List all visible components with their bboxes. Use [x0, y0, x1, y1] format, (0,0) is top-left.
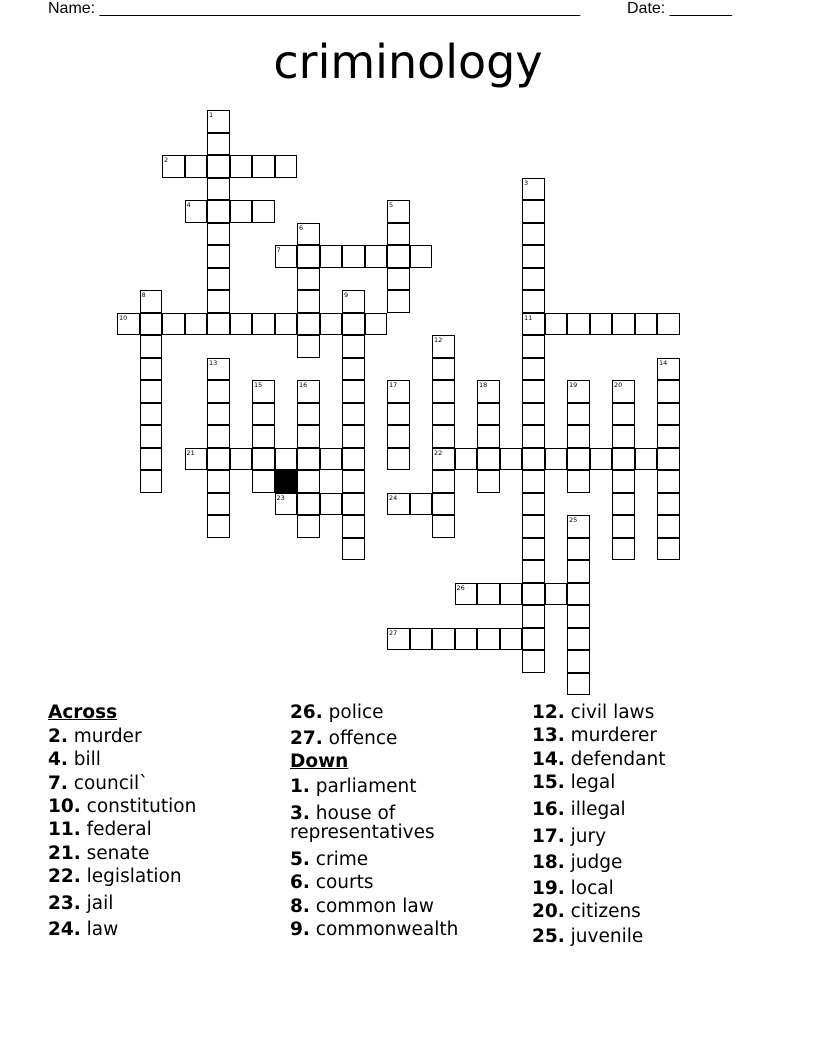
grid-cell[interactable] [612, 515, 635, 538]
clue-across-11 [48, 819, 152, 841]
clue-number: 6. [290, 872, 310, 893]
grid-cell[interactable] [252, 403, 275, 426]
grid-cell[interactable] [432, 335, 455, 358]
grid-cell[interactable] [140, 290, 163, 313]
clue-number-label: 11 [524, 313, 533, 322]
clue-down-18 [532, 852, 622, 874]
clue-number: 20. [532, 901, 565, 922]
grid-cell[interactable] [657, 448, 680, 471]
clue-number: 23. [48, 893, 81, 914]
grid-cell[interactable] [522, 245, 545, 268]
grid-cell[interactable] [387, 425, 410, 448]
clue-across-4 [48, 749, 101, 771]
grid-cell[interactable] [477, 403, 500, 426]
grid-cell[interactable] [522, 583, 545, 606]
clue-across-27 [290, 728, 397, 750]
grid-cell[interactable] [140, 403, 163, 426]
grid-cell[interactable] [477, 448, 500, 471]
grid-cell[interactable] [432, 628, 455, 651]
clue-down-20 [532, 901, 641, 923]
grid-cell[interactable] [522, 650, 545, 673]
grid-cell[interactable] [522, 403, 545, 426]
clue-text: offence [322, 728, 398, 749]
clue-down-1 [290, 776, 416, 798]
clue-down-25 [532, 926, 643, 948]
clue-down-15 [532, 772, 615, 794]
clue-number-label: 2 [164, 156, 169, 164]
grid-cell[interactable] [522, 538, 545, 561]
grid-cell[interactable] [567, 425, 590, 448]
clue-number-label: 19 [569, 381, 578, 389]
clue-text: crime [309, 849, 369, 870]
clue-number-label: 17 [389, 381, 398, 389]
grid-cell[interactable] [522, 290, 545, 313]
grid-cell[interactable] [657, 313, 680, 336]
clue-down-16 [532, 799, 626, 821]
grid-cell[interactable] [162, 155, 185, 178]
clue-text: commonwealth [309, 919, 459, 940]
clue-text: senate [80, 843, 150, 864]
grid-cell[interactable] [635, 448, 658, 471]
clue-across-23 [48, 893, 113, 915]
clue-down-14 [532, 749, 665, 771]
clue-number-label: 14 [659, 358, 668, 367]
grid-cell[interactable] [207, 470, 230, 493]
clue-number: 18. [532, 852, 565, 873]
grid-cell[interactable] [432, 425, 455, 448]
clue-number-label: 27 [389, 628, 398, 637]
grid-cell[interactable] [612, 448, 635, 471]
grid-cell[interactable] [207, 425, 230, 448]
grid-cell[interactable] [387, 628, 410, 651]
grid-cell[interactable] [432, 470, 455, 493]
grid-cell[interactable] [522, 223, 545, 246]
grid-cell[interactable] [612, 425, 635, 448]
grid-cell[interactable] [252, 448, 275, 471]
clue-text: parliament [309, 776, 417, 797]
grid-cell[interactable] [567, 560, 590, 583]
grid-cell[interactable] [522, 628, 545, 651]
grid-cell[interactable] [275, 493, 298, 516]
grid-cell[interactable] [275, 245, 298, 268]
grid-cell[interactable] [162, 313, 185, 336]
grid-cell[interactable] [432, 380, 455, 403]
grid-cell[interactable] [185, 313, 208, 336]
grid-cell[interactable] [432, 493, 455, 516]
grid-cell[interactable] [387, 223, 410, 246]
grid-cell[interactable] [522, 358, 545, 381]
clue-across-10 [48, 796, 196, 818]
clue-number: 17. [532, 826, 565, 847]
grid-cell[interactable] [477, 380, 500, 403]
grid-cell[interactable] [635, 313, 658, 336]
clue-number: 25. [532, 926, 565, 947]
grid-cell[interactable] [432, 403, 455, 426]
grid-cell[interactable] [140, 313, 163, 336]
clue-text: legislation [80, 866, 182, 887]
clue-text: bill [67, 749, 101, 770]
grid-cell[interactable] [342, 380, 365, 403]
grid-cell[interactable] [410, 628, 433, 651]
grid-block [275, 470, 298, 493]
clue-number: 1. [290, 776, 310, 797]
grid-cell[interactable] [567, 673, 590, 696]
grid-cell[interactable] [320, 245, 343, 268]
grid-cell[interactable] [657, 515, 680, 538]
grid-cell[interactable] [252, 470, 275, 493]
grid-cell[interactable] [207, 133, 230, 156]
grid-cell[interactable] [230, 448, 253, 471]
clue-text: constitution [80, 796, 197, 817]
grid-cell[interactable] [207, 515, 230, 538]
grid-cell[interactable] [612, 493, 635, 516]
clue-number-label: 10 [119, 313, 128, 322]
grid-cell[interactable] [567, 605, 590, 628]
clue-across-21 [48, 843, 149, 865]
grid-cell[interactable] [432, 515, 455, 538]
clue-number-label: 8 [141, 291, 146, 299]
grid-cell[interactable] [522, 448, 545, 471]
across-heading: Across [48, 702, 118, 723]
grid-cell[interactable] [185, 448, 208, 471]
clue-text: jail [80, 893, 114, 914]
grid-cell[interactable] [342, 538, 365, 561]
clue-number-label: 9 [344, 291, 349, 299]
grid-cell[interactable] [522, 425, 545, 448]
grid-cell[interactable] [545, 313, 568, 336]
clue-text: local [564, 878, 614, 899]
grid-cell[interactable] [342, 403, 365, 426]
grid-cell[interactable] [230, 200, 253, 223]
clue-number: 5. [290, 849, 310, 870]
date-field[interactable]: Date: _______ [627, 0, 732, 17]
grid-cell[interactable] [297, 425, 320, 448]
grid-cell[interactable] [342, 245, 365, 268]
clue-text: jury [564, 826, 607, 847]
clue-text: federal [80, 819, 152, 840]
grid-cell[interactable] [320, 493, 343, 516]
clue-text: law [80, 919, 119, 940]
grid-cell[interactable] [230, 155, 253, 178]
grid-cell[interactable] [500, 583, 523, 606]
grid-cell[interactable] [207, 200, 230, 223]
grid-cell[interactable] [387, 245, 410, 268]
grid-cell[interactable] [252, 380, 275, 403]
grid-cell[interactable] [342, 448, 365, 471]
grid-cell[interactable] [207, 223, 230, 246]
clue-number: 9. [290, 919, 310, 940]
clue-number-label: 5 [389, 201, 394, 209]
clue-number-label: 23 [276, 493, 285, 502]
grid-cell[interactable] [657, 425, 680, 448]
grid-cell[interactable] [342, 493, 365, 516]
clue-down-5 [290, 849, 368, 871]
grid-cell[interactable] [207, 358, 230, 381]
clue-text: citizens [564, 901, 641, 922]
grid-cell[interactable] [387, 493, 410, 516]
grid-cell[interactable] [522, 515, 545, 538]
clue-number: 3. [290, 803, 310, 824]
grid-cell[interactable] [252, 200, 275, 223]
clue-number: 16. [532, 799, 565, 820]
clue-text: defendant [564, 749, 666, 770]
grid-cell[interactable] [387, 448, 410, 471]
grid-cell[interactable] [387, 268, 410, 291]
grid-cell[interactable] [342, 290, 365, 313]
clue-number-label: 20 [614, 381, 623, 389]
grid-cell[interactable] [297, 493, 320, 516]
grid-cell[interactable] [612, 380, 635, 403]
grid-cell[interactable] [297, 403, 320, 426]
grid-cell[interactable] [657, 380, 680, 403]
grid-cell[interactable] [297, 515, 320, 538]
clue-across-26 [290, 702, 384, 724]
clue-down-17 [532, 826, 606, 848]
grid-cell[interactable] [522, 470, 545, 493]
grid-cell[interactable] [342, 470, 365, 493]
clue-number: 22. [48, 866, 81, 887]
grid-cell[interactable] [297, 268, 320, 291]
clue-number: 26. [290, 702, 323, 723]
clue-number: 10. [48, 796, 81, 817]
grid-cell[interactable] [477, 470, 500, 493]
grid-cell[interactable] [657, 358, 680, 381]
clue-number-label: 15 [254, 381, 263, 389]
grid-cell[interactable] [545, 583, 568, 606]
grid-cell[interactable] [567, 515, 590, 538]
grid-cell[interactable] [252, 425, 275, 448]
clue-number-label: 24 [389, 493, 398, 502]
clue-number-label: 4 [186, 201, 191, 209]
grid-cell[interactable] [500, 628, 523, 651]
clue-across-24 [48, 919, 118, 941]
clue-number-label: 26 [456, 583, 465, 592]
grid-cell[interactable] [140, 380, 163, 403]
page-title: criminology [273, 35, 543, 89]
down-heading: Down [290, 751, 349, 772]
clue-text: police [322, 702, 384, 723]
clue-number: 12. [532, 702, 565, 723]
clue-number: 4. [48, 749, 68, 770]
clue-number-label: 1 [209, 111, 214, 119]
clue-down-12 [532, 702, 654, 724]
grid-cell[interactable] [410, 493, 433, 516]
grid-cell[interactable] [342, 425, 365, 448]
grid-cell[interactable] [522, 268, 545, 291]
grid-cell[interactable] [522, 178, 545, 201]
grid-cell[interactable] [117, 313, 140, 336]
grid-cell[interactable] [207, 268, 230, 291]
grid-cell[interactable] [275, 155, 298, 178]
clue-text: murder [67, 726, 142, 747]
grid-cell[interactable] [297, 223, 320, 246]
clue-number-label: 3 [524, 178, 529, 187]
grid-cell[interactable] [657, 470, 680, 493]
grid-cell[interactable] [297, 470, 320, 493]
grid-cell[interactable] [477, 583, 500, 606]
grid-cell[interactable] [342, 358, 365, 381]
clue-down-8 [290, 896, 434, 918]
grid-cell[interactable] [432, 358, 455, 381]
grid-cell[interactable] [567, 380, 590, 403]
grid-cell[interactable] [365, 313, 388, 336]
grid-cell[interactable] [477, 425, 500, 448]
clue-number: 14. [532, 749, 565, 770]
clue-number: 11. [48, 819, 81, 840]
grid-cell[interactable] [207, 110, 230, 133]
grid-cell[interactable] [612, 538, 635, 561]
grid-cell[interactable] [185, 155, 208, 178]
grid-cell[interactable] [297, 335, 320, 358]
grid-cell[interactable] [185, 200, 208, 223]
grid-cell[interactable] [230, 313, 253, 336]
grid-cell[interactable] [140, 335, 163, 358]
grid-cell[interactable] [522, 493, 545, 516]
grid-cell[interactable] [297, 380, 320, 403]
grid-cell[interactable] [387, 290, 410, 313]
grid-cell[interactable] [387, 200, 410, 223]
grid-cell[interactable] [320, 313, 343, 336]
grid-cell[interactable] [320, 448, 343, 471]
grid-cell[interactable] [387, 380, 410, 403]
clue-down-3-continued: representatives [290, 822, 435, 843]
grid-cell[interactable] [140, 425, 163, 448]
clue-text: house of [309, 803, 396, 824]
clue-number: 27. [290, 728, 323, 749]
grid-cell[interactable] [500, 448, 523, 471]
grid-cell[interactable] [522, 605, 545, 628]
grid-cell[interactable] [140, 358, 163, 381]
grid-cell[interactable] [567, 628, 590, 651]
grid-cell[interactable] [140, 448, 163, 471]
clue-across-2 [48, 726, 142, 748]
grid-cell[interactable] [342, 515, 365, 538]
clue-text: council` [67, 773, 149, 794]
grid-cell[interactable] [275, 448, 298, 471]
grid-cell[interactable] [612, 313, 635, 336]
grid-cell[interactable] [522, 313, 545, 336]
clue-number: 13. [532, 725, 565, 746]
grid-cell[interactable] [567, 583, 590, 606]
grid-cell[interactable] [207, 178, 230, 201]
grid-cell[interactable] [252, 155, 275, 178]
name-field[interactable]: Name: ______________________________________________________ [48, 0, 581, 17]
grid-cell[interactable] [567, 538, 590, 561]
clue-across-22 [48, 866, 182, 888]
grid-cell[interactable] [590, 313, 613, 336]
grid-cell[interactable] [432, 448, 455, 471]
grid-cell[interactable] [207, 403, 230, 426]
grid-cell[interactable] [455, 583, 478, 606]
clue-number: 15. [532, 772, 565, 793]
grid-cell[interactable] [522, 335, 545, 358]
grid-cell[interactable] [342, 313, 365, 336]
grid-cell[interactable] [140, 470, 163, 493]
clue-text: juvenile [564, 926, 644, 947]
clue-down-13 [532, 725, 657, 747]
clue-text: legal [564, 772, 616, 793]
grid-cell[interactable] [477, 628, 500, 651]
clue-number-label: 6 [299, 223, 304, 232]
clue-number: 7. [48, 773, 68, 794]
grid-cell[interactable] [297, 290, 320, 313]
grid-cell[interactable] [275, 313, 298, 336]
grid-cell[interactable] [567, 470, 590, 493]
grid-cell[interactable] [252, 313, 275, 336]
grid-cell[interactable] [545, 448, 568, 471]
grid-cell[interactable] [522, 560, 545, 583]
clue-number-label: 13 [209, 358, 218, 367]
clue-number-label: 18 [479, 381, 488, 389]
clue-number: 8. [290, 896, 310, 917]
grid-cell[interactable] [207, 290, 230, 313]
clue-text: murderer [564, 725, 658, 746]
clue-number-label: 7 [276, 246, 281, 254]
grid-cell[interactable] [657, 403, 680, 426]
grid-cell[interactable] [297, 313, 320, 336]
clue-text: common law [309, 896, 434, 917]
grid-cell[interactable] [567, 403, 590, 426]
clue-number: 21. [48, 843, 81, 864]
grid-cell[interactable] [207, 493, 230, 516]
grid-cell[interactable] [207, 380, 230, 403]
clue-number-label: 21 [186, 448, 195, 457]
grid-cell[interactable] [567, 313, 590, 336]
clue-number-label: 22 [434, 448, 443, 457]
clue-text: illegal [564, 799, 626, 820]
clue-number-label: 12 [434, 336, 443, 344]
grid-cell[interactable] [207, 245, 230, 268]
grid-cell[interactable] [297, 448, 320, 471]
grid-cell[interactable] [207, 155, 230, 178]
grid-cell[interactable] [657, 538, 680, 561]
grid-cell[interactable] [207, 448, 230, 471]
clue-across-7 [48, 773, 148, 795]
grid-cell[interactable] [522, 380, 545, 403]
grid-cell[interactable] [522, 200, 545, 223]
clue-number-label: 25 [569, 516, 578, 524]
clue-number: 19. [532, 878, 565, 899]
grid-cell[interactable] [455, 448, 478, 471]
grid-cell[interactable] [657, 493, 680, 516]
grid-cell[interactable] [207, 313, 230, 336]
clue-down-19 [532, 878, 614, 900]
grid-cell[interactable] [342, 335, 365, 358]
grid-cell[interactable] [387, 403, 410, 426]
grid-cell[interactable] [612, 403, 635, 426]
clue-number: 24. [48, 919, 81, 940]
clue-number-label: 16 [299, 381, 308, 389]
grid-cell[interactable] [567, 650, 590, 673]
clue-number: 2. [48, 726, 68, 747]
grid-cell[interactable] [365, 245, 388, 268]
grid-cell[interactable] [410, 245, 433, 268]
grid-cell[interactable] [590, 448, 613, 471]
clue-text: civil laws [564, 702, 655, 723]
clue-text: judge [564, 852, 623, 873]
clue-down-9 [290, 919, 458, 941]
grid-cell[interactable] [297, 245, 320, 268]
grid-cell[interactable] [567, 448, 590, 471]
grid-cell[interactable] [612, 470, 635, 493]
clue-text: courts [309, 872, 374, 893]
grid-cell[interactable] [455, 628, 478, 651]
clue-down-6 [290, 872, 374, 894]
